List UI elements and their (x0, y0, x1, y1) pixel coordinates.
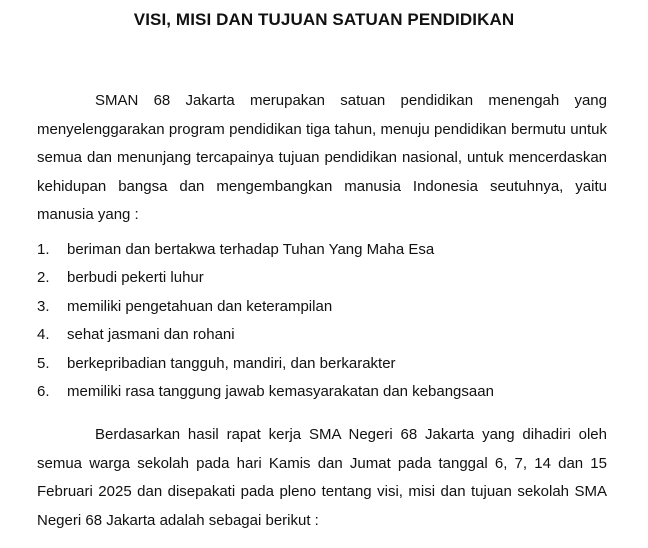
list-item (37, 350, 607, 378)
list-item (37, 378, 607, 406)
intro-paragraph: SMAN 68 Jakarta merupakan satuan pendidikan menengah yang menyelenggarakan program pendidikan tiga tahun, menuju pendidikan bermutu untuk semua dan menunjang tercapainya tujuan pendidikan nasional, untuk mencerdaskan kehidupan bangsa dan mengembangkan manusia Indonesia seutuhnya, yaitu manusia yang : (37, 92, 607, 223)
list-item-number: 3. (37, 297, 50, 315)
list-item-text: memiliki rasa tanggung jawab kemasyarakatan dan kebangsaan (67, 382, 494, 400)
list-item (37, 321, 607, 349)
list-item-text: berbudi pekerti luhur (67, 269, 204, 287)
list-item-number: 5. (37, 354, 50, 372)
page-title: VISI, MISI DAN TUJUAN SATUAN PENDIDIKAN (133, 10, 515, 29)
list-item (37, 264, 607, 292)
list-item (37, 236, 607, 264)
list-item-text: sehat jasmani dan rohani (67, 326, 235, 344)
list-item-number: 4. (37, 326, 50, 344)
list-item-text: memiliki pengetahuan dan keterampilan (67, 297, 333, 315)
list-item-text: berkepribadian tangguh, mandiri, dan berkarakter (67, 354, 396, 372)
list-item-number: 2. (37, 269, 50, 287)
characteristics-list (37, 236, 607, 406)
list-item-number: 6. (37, 382, 50, 400)
list-item (37, 293, 607, 321)
list-item-number: 1. (37, 241, 50, 258)
closing-paragraph: Berdasarkan hasil rapat kerja SMA Negeri 68 Jakarta yang dihadiri oleh semua warga sekolah pada hari Kamis dan Jumat pada tanggal 6, 7, 14 dan 15 Februari 2025 dan disepakati pada pleno tentang visi, misi dan tujuan sekolah SMA Negeri 68 Jakarta adalah sebagai berikut : (37, 426, 607, 529)
list-item-text: beriman dan bertakwa terhadap Tuhan Yang Maha Esa (67, 241, 435, 258)
